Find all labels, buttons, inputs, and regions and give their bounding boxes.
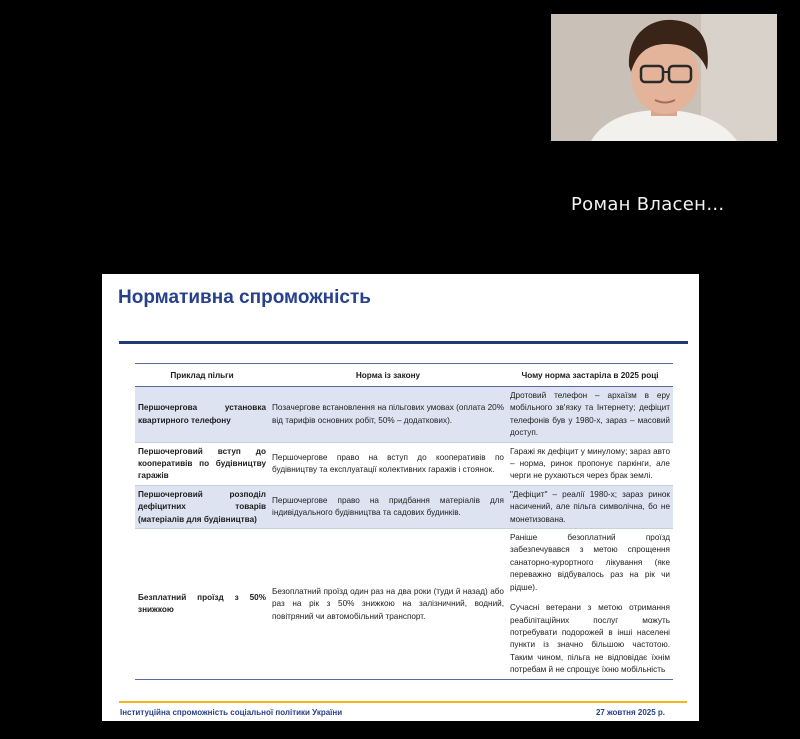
table-row [135,442,673,485]
table-row [135,387,673,443]
benefit-law-cell: Позачергове встановлення на пільгових умовах (оплата 20% від тарифів основних робіт, 50% – додаткових). [269,387,507,443]
title-divider [119,341,688,344]
participant-name-label: Роман Власен… [571,194,725,215]
benefit-example-cell: Першочергова установка квартирного телефону [135,387,269,443]
benefit-example-cell: Першочерговий розподіл дефіцитних товарів (матеріалів для будівництва) [135,485,269,528]
table-header-row [135,364,673,387]
footer-divider [119,701,687,703]
footer-date: 27 жовтня 2025 р. [595,708,665,717]
benefit-law-cell: Першочергове право на вступ до кооперативів по будівництву та експлуатації колективних гаражів і стоянок. [269,442,507,485]
benefit-why-paragraph: Раніше безоплатний проїзд забезпечувався з метою спрощення санаторно-курортного лікування (яке переважно відбувалось раз на рік чи рідше). [510,533,670,592]
table-row [135,485,673,528]
table-row [135,529,673,679]
column-header-law: Норма із закону [269,364,507,387]
benefit-why-cell: Гаражі як дефіцит у минулому; зараз авто – норма, ринок пропонує паркінги, але черги не рухаються через брак землі. [507,442,673,485]
participant-video-image [551,14,777,141]
benefit-example-cell: Першочерговий вступ до кооперативів по будівництву гаражів [135,442,269,485]
slide-title: Нормативна спроможність [118,287,371,308]
benefits-table [135,363,673,680]
benefit-why-paragraph: Сучасні ветерани з метою отримання реабілітаційних послуг можуть потребувати подорожей в інші населені пункти із значно більшою частотою. Таким чином, пільга не відповідає їхнім потребам й не спрощує їхню мобільність [510,603,670,675]
benefit-law-cell: Першочергове право на придбання матеріалів для індивідуального будівництва та садових будинків. [269,485,507,528]
participant-video-tile[interactable] [551,14,777,141]
footer-organization: Інституційна спроможність соціальної політики України [120,708,343,717]
benefit-why-cell: Дротовий телефон – архаїзм в еру мобільного зв'язку та Інтернету; дефіцит телефонів був у 1980-х, зараз – масовий доступ. [507,387,673,443]
column-header-example: Приклад пільги [135,364,269,387]
benefit-why-cell: "Дефіцит" – реалії 1980-х; зараз ринок насичений, але пільга символічна, бо не монетизована. [507,485,673,528]
benefit-why-cell [507,529,673,679]
column-header-why: Чому норма застаріла в 2025 році [507,364,673,387]
shared-slide [102,274,699,721]
benefit-law-cell: Безоплатний проїзд один раз на два роки (туди й назад) або раз на рік з 50% знижкою на залізничний, водний, повітряний чи автомобільний транспорт. [269,529,507,679]
benefit-example-cell: Безплатний проїзд з 50% знижкою [135,529,269,679]
